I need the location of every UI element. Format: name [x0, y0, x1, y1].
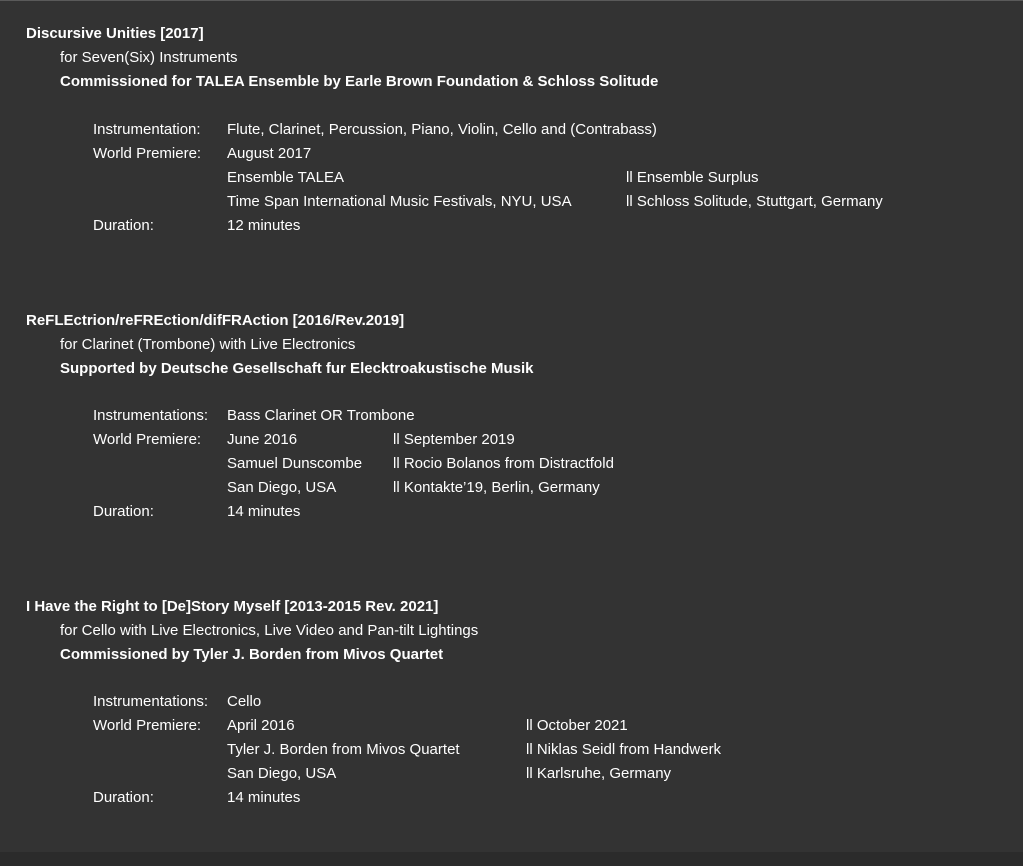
second-premiere-performer: ll Niklas Seidl from Handwerk	[526, 741, 722, 758]
premiere-performer: Tyler J. Borden from Mivos Quartet	[227, 741, 460, 758]
work-title: ReFLEctrion/reFREction/difFRAction [2016/Rev.2019]	[26, 312, 405, 329]
bottom-bar	[0, 852, 1023, 866]
second-premiere-performer: ll Rocio Bolanos from Distractfold	[393, 455, 614, 472]
second-premiere-date: ll September 2019	[393, 431, 515, 448]
work-subtitle: for Cello with Live Electronics, Live Video and Pan-tilt Lightings	[60, 622, 479, 639]
premiere-label: World Premiere:	[93, 717, 202, 734]
premiere-venue: San Diego, USA	[227, 479, 337, 496]
duration-label: Duration:	[93, 217, 154, 234]
second-premiere-venue: ll Schloss Solitude, Stuttgart, Germany	[626, 193, 883, 210]
premiere-date: August 2017	[227, 145, 312, 162]
duration-value: 14 minutes	[227, 789, 301, 806]
premiere-venue: San Diego, USA	[227, 765, 337, 782]
premiere-performer: Samuel Dunscombe	[227, 455, 363, 472]
work-title: I Have the Right to [De]Story Myself [2013-2015 Rev. 2021]	[26, 598, 439, 615]
instrumentation-label: Instrumentation:	[93, 121, 201, 138]
instrumentation-value: Cello	[227, 693, 262, 710]
work-subtitle: for Clarinet (Trombone) with Live Electronics	[60, 336, 356, 353]
work-support: Supported by Deutsche Gesellschaft fur Elecktroakustische Musik	[60, 360, 534, 377]
duration-value: 12 minutes	[227, 217, 301, 234]
duration-label: Duration:	[93, 789, 154, 806]
work-support: Commissioned for TALEA Ensemble by Earle Brown Foundation & Schloss Solitude	[60, 73, 659, 90]
premiere-label: World Premiere:	[93, 145, 202, 162]
instrumentation-value: Flute, Clarinet, Percussion, Piano, Violin, Cello and (Contrabass)	[227, 121, 657, 138]
top-edge	[0, 0, 1023, 1]
second-premiere-date: ll October 2021	[526, 717, 628, 734]
instrumentation-value: Bass Clarinet OR Trombone	[227, 407, 415, 424]
second-premiere-venue: ll Kontakte’19, Berlin, Germany	[393, 479, 600, 496]
duration-label: Duration:	[93, 503, 154, 520]
premiere-performer: Ensemble TALEA	[227, 169, 345, 186]
instrumentation-label: Instrumentations:	[93, 407, 209, 424]
second-premiere-performer: ll Ensemble Surplus	[626, 169, 759, 186]
duration-value: 14 minutes	[227, 503, 301, 520]
instrumentation-label: Instrumentations:	[93, 693, 209, 710]
premiere-venue: Time Span International Music Festivals, NYU, USA	[227, 193, 572, 210]
premiere-date: April 2016	[227, 717, 295, 734]
work-subtitle: for Seven(Six) Instruments	[60, 49, 238, 66]
premiere-label: World Premiere:	[93, 431, 202, 448]
second-premiere-venue: ll Karlsruhe, Germany	[526, 765, 672, 782]
work-title: Discursive Unities [2017]	[26, 25, 204, 42]
work-support: Commissioned by Tyler J. Borden from Mivos Quartet	[60, 646, 444, 663]
premiere-date: June 2016	[227, 431, 298, 448]
